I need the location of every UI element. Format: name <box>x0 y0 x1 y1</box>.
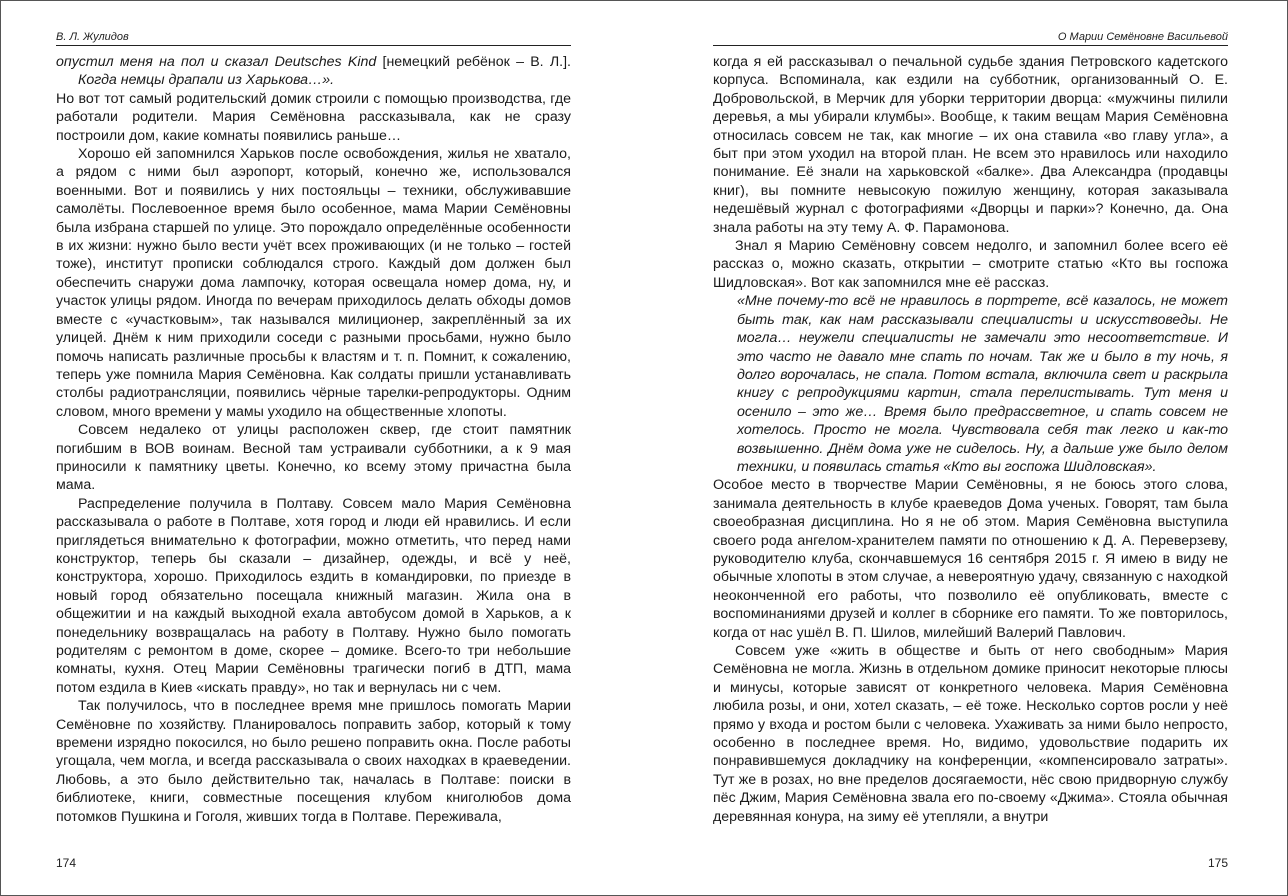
paragraph: Знал я Марию Семёновну совсем недолго, и запомнил более всего её рассказ о, можно сказать, открытии – смотрите статью «Кто вы госпожа Шидловская». Вот как запомнился мне её рассказ. <box>713 238 1228 291</box>
paragraph: Но вот тот самый родительский домик строили с помощью производства, где работали родители. Мария Семёновна рассказывала, как не сразу построили дом, какие комнаты появились раньше… <box>56 90 571 144</box>
paragraph: когда я ей рассказывал о печальной судьбе здания Петровского кадетского корпуса. Вспоминала, как ездили на субботник, организованный О. Е. Добровольской, в Мерчик для уборки территории дворца: «мужчины пилили деревья, а мы убирали клумбы». Вообще, к таким вещам Мария Семёновна относилась совсем не так, как многие – их она ставила «во главу угла», а быт при этом уходил на второй план. Не всем это нравилось или находило понимание. Её знали на харьковской «балке». Два Александра (продавцы книг), вы помните невысокую пожилую женщину, которая заказывала недешёвый журнал с фотографиями «Дворцы и парки»? Конечно, да. Она знала работы на эту тему А. Ф. Парамонова. <box>713 54 1228 236</box>
left-page-text <box>56 53 571 826</box>
running-head-right: О Марии Семёновне Васильевой <box>713 31 1228 46</box>
paragraph: Хорошо ей запомнился Харьков после освобождения, жилья не хватало, а рядом с ними был аэропорт, который, конечно же, использовался военными. Вот и появились у них постояльцы – техники, обслуживавшие самолёты. Послевоенное время было особенное, мама Марии Семёновны была избрана старшей по улице. Это порождало определённые особенности в их жизни: нужно было вести учёт всех проживающих (и не только – гостей тоже), институт прописки соблюдался строго. Каждый дом должен был обеспечить снаружи дома лампочку, которая освещала номер дома, ну, и участок улицы рядом. Иногда по вечерам приходилось делать обходы домов вместе с «участковым», так назывался милиционер, закреплённый за их улицей. Днём к ним приходили соседи с разными просьбами, нужно было помочь написать различные просьбы к властям и т. п. Помнит, к сожалению, теперь уже помнила Мария Семёновна. Как солдаты пришли устанавливать столбы радиотрансляции, появились чёрные тарелки-репродукторы. Одним словом, много времени у мамы уходило на общественные хлопоты. <box>56 146 571 420</box>
right-page-text <box>713 53 1228 826</box>
quote-italic-end: Когда немцы драпали из Харькова…». <box>78 72 335 89</box>
editor-note: [немецкий ребёнок – В. Л.]. <box>376 54 571 70</box>
paragraph: Так получилось, что в последнее время мне пришлось помогать Марии Семёновне по хозяйству. Планировалось поправить забор, который к тому времени изрядно покосился, но было решено поправить окна. После работы угощала, чем могла, и всегда рассказывала о своих находках в краеведении. Любовь, а это было действительно так, началась в Полтаве: поиски в библиотеке, книги, совместные посещения клубом книголюбов дома потомков Пушкина и Гоголя, живших тогда в Полтаве. Переживала, <box>56 698 571 825</box>
page-number-right: 175 <box>1207 856 1228 870</box>
paragraph: Совсем недалеко от улицы расположен сквер, где стоит памятник погибшим в ВОВ воинам. Весной там устраивали субботники, а к 9 мая приносили к памятнику цветы. Конечно, ко всему этому причастна была мама. <box>56 422 571 494</box>
running-head-left: В. Л. Жулидов <box>56 31 571 46</box>
quote-italic-start: опустил меня на пол и сказал Deutsches Kind <box>56 54 377 70</box>
paragraph: Совсем уже «жить в обществе и быть от него свободным» Мария Семёновна не могла. Жизнь в отдельном домике приносит некоторые плюсы и минусы, которые зависят от конкретного человека. Мария Семёновна любила розы, и они, хотел сказать, – её тоже. Несколько сортов росли у неё прямо у входа и ростом были с человека. Ухаживать за ними было непросто, особенно в последнее время. Но, видимо, удовольствие подарить их понравившемуся докладчику на конференции, «компенсировало затраты». Тут же в розах, но вне пределов досягаемости, нёс свою придворную службу пёс Джим, Мария Семёновна звала его по-своему «Джима». Стояла обычная деревянная конура, на зиму её утепляли, а внутри <box>713 643 1228 825</box>
page-number-left: 174 <box>56 856 77 870</box>
paragraph: Распределение получила в Полтаву. Совсем мало Мария Семёновна рассказывала о работе в Полтаве, хотя город и люди ей нравились. И если приглядеться внимательно к фотографии, можно отметить, что перед нами конструктор, теперь бы сказали – дизайнер, одежды, и всё у неё, конструктора, хорошо. Приходилось ездить в командировки, по приезде в новый город обязательно посещала книжный магазин. Жила она в общежитии и на каждый выходной ехала автобусом домой в Харьков, а к понедельнику возвращалась на работу в Полтаву. Нужно было помогать родителям с ремонтом в доме, скорее – домике. Всего-то три небольшие комнаты, кухня. Отец Марии Семёновны трагически погиб в ДТП, мама потом ездила в Киев «искать правду», но так и вернулась ни с чем. <box>56 495 571 696</box>
paragraph-quote-ending <box>56 53 571 90</box>
block-quote: «Мне почему-то всё не нравилось в портрете, всё казалось, не может быть так, как нам рассказывали специалисты и искусствоведы. Не могла… неужели специалисты не замечали это несоответствие. И это часто не давало мне спать по ночам. Так же и было в ту ночь, я долго ворочалась, не спала. Потом встала, включила свет и раскрыла книгу с репродукциями картин, стала перелистывать. Тут меня и осенило – это же… Время было предрассветное, и спать совсем не хотелось. Просто не могла. Чувствовала себя так легко и как-то возвышенно. Днём дома уже не сиделось. Ну, а дальше уже было делом техники, и появилась статья «Кто вы госпожа Шидловская». <box>737 293 1228 475</box>
paragraph: Особое место в творчестве Марии Семёновны, я не боюсь этого слова, занимала деятельность в клубе краеведов Дома ученых. Говорят, там была своеобразная дисциплина. Но я не об этом. Мария Семёновна выступила своего рода ангелом-хранителем памяти по отношению к Д. А. Переверзеву, руководителю клуба, скончавшемуся 16 сентября 2015 г. Я имею в виду не обычные хлопоты в этом случае, а невероятную удачу, связанную с находкой неоконченной его работы, что позволило её опубликовать, вместе с воспоминаниями друзей и коллег в сборнике его памяти. То же повторилось, когда от нас ушёл В. П. Шилов, милейший Валерий Павлович. <box>713 477 1228 641</box>
